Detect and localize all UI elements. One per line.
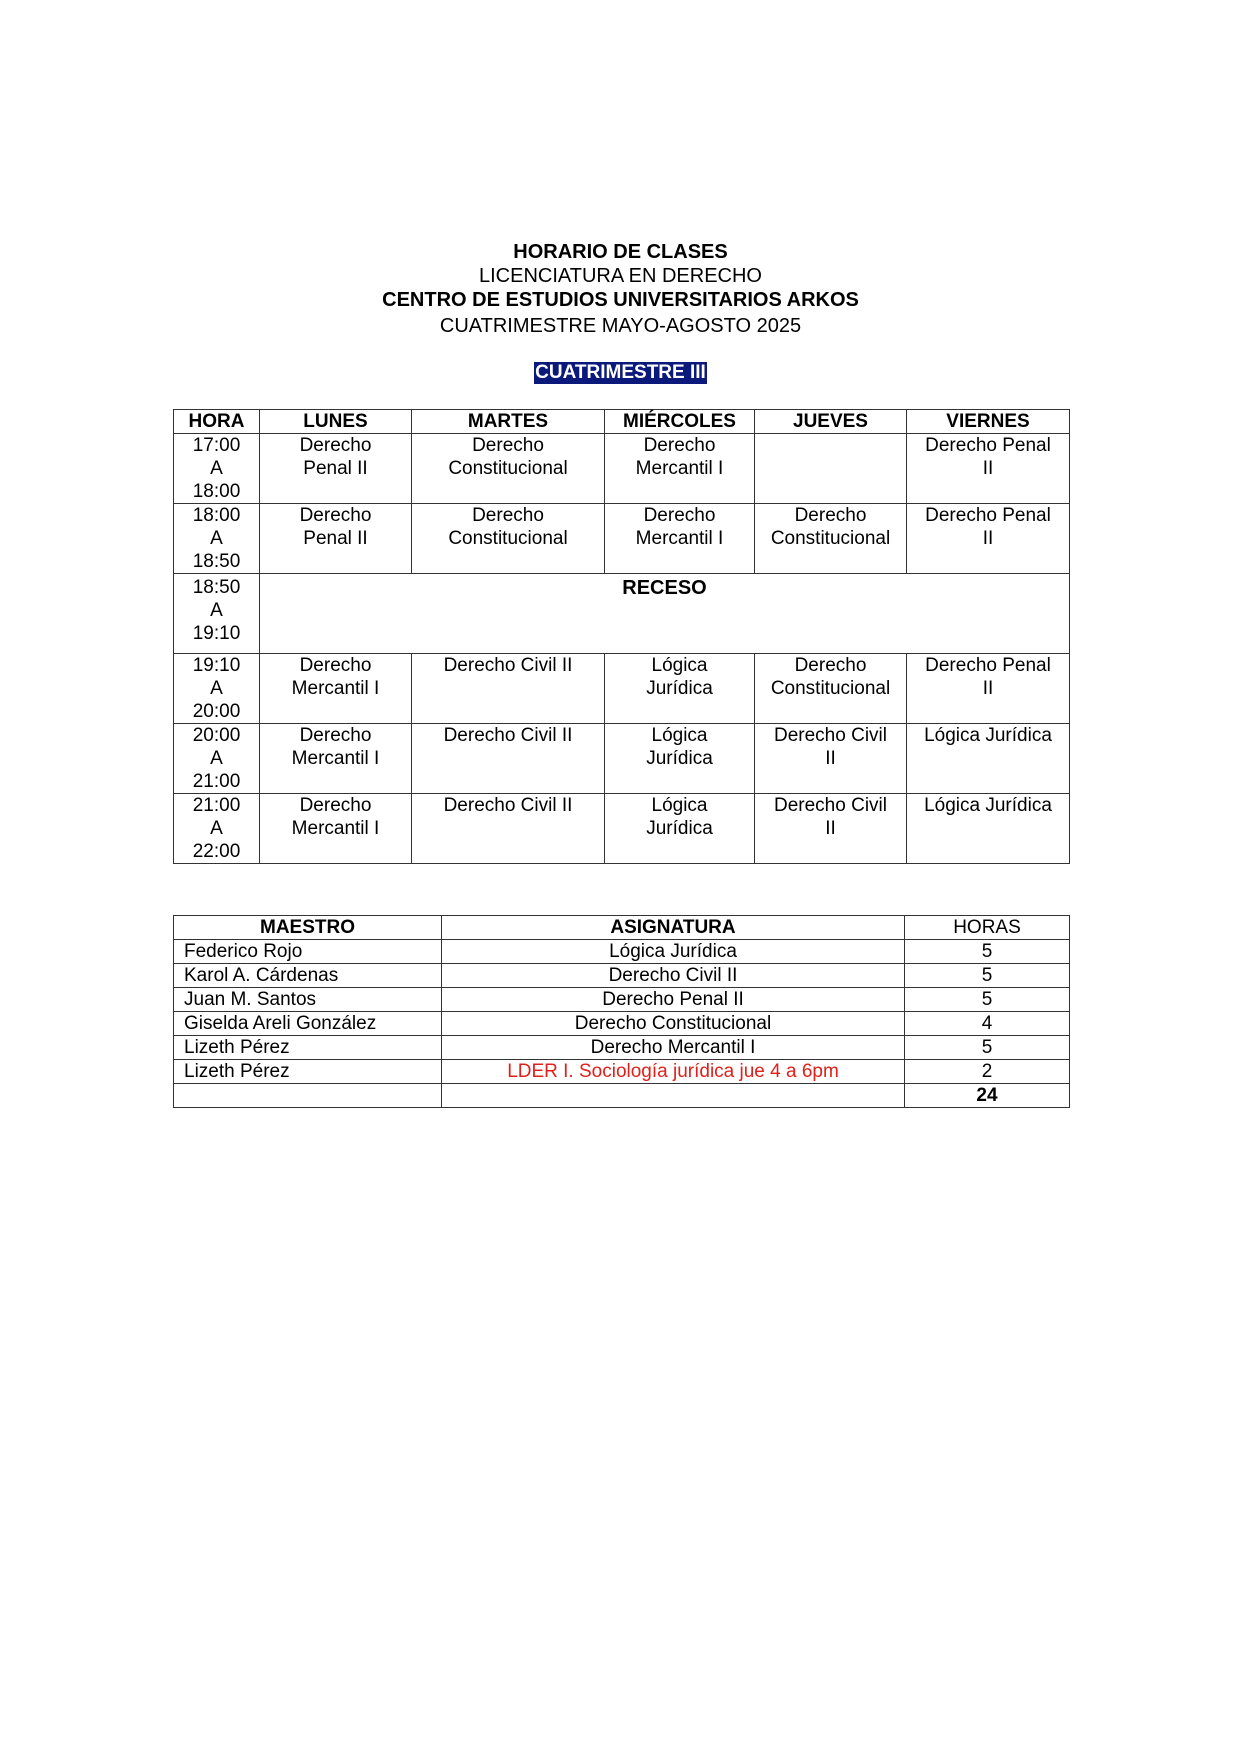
class-line: Derecho Civil II (443, 795, 573, 816)
hora-line: A (210, 678, 223, 699)
class-cell (412, 434, 605, 504)
hora-line: 20:00 (192, 701, 241, 722)
header-hora: HORA (174, 410, 260, 434)
class-line: Derecho (472, 435, 544, 456)
class-cell (755, 434, 907, 504)
class-line: Constitucional (448, 528, 568, 549)
table-row (174, 574, 1070, 654)
maestro-cell: Federico Rojo (174, 940, 442, 964)
class-line: Derecho Penal (925, 655, 1051, 676)
header-asignatura: ASIGNATURA (442, 916, 905, 940)
class-line: Derecho (299, 505, 372, 526)
hora-line: 17:00 (192, 435, 241, 456)
hora-line: 22:00 (192, 841, 241, 862)
class-line: Penal II (303, 528, 368, 549)
class-cell (907, 724, 1070, 794)
maestro-cell: Juan M. Santos (174, 988, 442, 1012)
class-line: Derecho (472, 505, 544, 526)
class-line: Lógica Jurídica (924, 725, 1052, 746)
hora-line: 21:00 (192, 771, 241, 792)
class-line: Mercantil I (635, 528, 724, 549)
class-line: Constitucional (448, 458, 568, 479)
program-name: LICENCIATURA EN DERECHO (478, 265, 762, 287)
hora-cell (174, 574, 260, 654)
hora-cell (174, 724, 260, 794)
horas-cell: 5 (905, 964, 1070, 988)
header-maestro: MAESTRO (174, 916, 442, 940)
header-lunes: LUNES (260, 410, 412, 434)
class-cell (605, 724, 755, 794)
hora-line: 18:00 (192, 505, 241, 526)
horas-cell: 5 (905, 1036, 1070, 1060)
class-cell (260, 434, 412, 504)
class-line: Derecho Penal (925, 505, 1051, 526)
table-row (174, 1036, 1070, 1060)
horas-cell: 2 (905, 1060, 1070, 1084)
class-cell (907, 794, 1070, 864)
class-line: Derecho (643, 435, 716, 456)
header-jueves: JUEVES (755, 410, 907, 434)
document-header (0, 240, 1241, 338)
class-cell (605, 434, 755, 504)
class-line: II (982, 528, 994, 549)
class-line: Derecho Civil II (443, 655, 573, 676)
class-line: Derecho (299, 795, 372, 816)
hora-line: A (210, 458, 223, 479)
class-cell (755, 504, 907, 574)
class-line: Derecho (299, 725, 372, 746)
class-line: II (982, 678, 994, 699)
class-line: Jurídica (646, 678, 713, 699)
hora-cell (174, 654, 260, 724)
hora-line: 20:00 (192, 725, 241, 746)
horas-cell: 5 (905, 988, 1070, 1012)
teachers-table (173, 915, 1070, 1108)
class-cell (605, 794, 755, 864)
class-line: II (982, 458, 994, 479)
schedule-title: HORARIO DE CLASES (513, 241, 728, 263)
horas-cell: 5 (905, 940, 1070, 964)
class-line: Mercantil I (291, 678, 380, 699)
header-martes: MARTES (412, 410, 605, 434)
table-row (174, 940, 1070, 964)
table-row (174, 504, 1070, 574)
class-line: Derecho (299, 655, 372, 676)
class-cell (907, 654, 1070, 724)
total-hours: 24 (905, 1084, 1070, 1108)
table-row (174, 988, 1070, 1012)
class-cell (755, 724, 907, 794)
header-horas: HORAS (905, 916, 1070, 940)
class-line: Lógica Jurídica (924, 795, 1052, 816)
asignatura-cell: Derecho Constitucional (442, 1012, 905, 1036)
table-row (174, 1012, 1070, 1036)
hora-line: A (210, 528, 223, 549)
class-line: Constitucional (770, 528, 891, 549)
hora-line: 19:10 (192, 623, 241, 644)
class-cell (605, 504, 755, 574)
class-cell (755, 654, 907, 724)
asignatura-cell: Derecho Penal II (442, 988, 905, 1012)
total-row (174, 1084, 1070, 1108)
maestro-cell: Karol A. Cárdenas (174, 964, 442, 988)
total-empty-cell (174, 1084, 442, 1108)
class-line: Constitucional (770, 678, 891, 699)
cuatrimestre-label-wrap (0, 362, 1241, 384)
class-cell (412, 654, 605, 724)
table-row (174, 794, 1070, 864)
class-line: Lógica (651, 795, 708, 816)
hora-cell (174, 434, 260, 504)
asignatura-cell: Derecho Civil II (442, 964, 905, 988)
table-row (174, 724, 1070, 794)
class-line: Derecho Civil (774, 795, 887, 816)
class-cell (260, 794, 412, 864)
class-cell (755, 794, 907, 864)
hora-line: 18:00 (192, 481, 241, 502)
class-line: Derecho Civil (774, 725, 887, 746)
hora-cell (174, 504, 260, 574)
header-viernes: VIERNES (907, 410, 1070, 434)
teachers-header-row (174, 916, 1070, 940)
header-miercoles: MIÉRCOLES (605, 410, 755, 434)
maestro-cell: Giselda Areli González (174, 1012, 442, 1036)
total-empty-cell (442, 1084, 905, 1108)
class-line: Derecho Civil II (443, 725, 573, 746)
receso-cell: RECESO (260, 574, 1070, 654)
asignatura-cell: LDER I. Sociología jurídica jue 4 a 6pm (442, 1060, 905, 1084)
schedule-table (173, 409, 1070, 864)
table-row (174, 654, 1070, 724)
table-row (174, 964, 1070, 988)
table-row (174, 1060, 1070, 1084)
class-cell (260, 504, 412, 574)
table-row (174, 434, 1070, 504)
class-line: II (825, 748, 836, 769)
class-line: Lógica (651, 655, 708, 676)
hora-line: A (210, 600, 223, 621)
cuatrimestre-badge: CUATRIMESTRE III (535, 362, 706, 383)
asignatura-cell: Lógica Jurídica (442, 940, 905, 964)
hora-line: 18:50 (192, 551, 241, 572)
class-line: Lógica (651, 725, 708, 746)
class-line: Derecho Penal (925, 435, 1051, 456)
maestro-cell: Lizeth Pérez (174, 1060, 442, 1084)
class-cell (907, 504, 1070, 574)
class-cell (260, 654, 412, 724)
class-line: Mercantil I (291, 818, 380, 839)
class-line: II (825, 818, 836, 839)
horas-cell: 4 (905, 1012, 1070, 1036)
institution-name: CENTRO DE ESTUDIOS UNIVERSITARIOS ARKOS (382, 289, 859, 311)
asignatura-cell: Derecho Mercantil I (442, 1036, 905, 1060)
class-line: Jurídica (646, 748, 713, 769)
class-line: Derecho (643, 505, 716, 526)
hora-cell (174, 794, 260, 864)
hora-line: 18:50 (192, 577, 241, 598)
class-line: Derecho (794, 505, 867, 526)
hora-line: A (210, 748, 223, 769)
class-line: Mercantil I (635, 458, 724, 479)
hora-line: 19:10 (192, 655, 241, 676)
class-line: Penal II (303, 458, 368, 479)
term-name: CUATRIMESTRE MAYO-AGOSTO 2025 (439, 315, 802, 337)
class-cell (412, 724, 605, 794)
schedule-header-row (174, 410, 1070, 434)
class-line: Derecho (794, 655, 867, 676)
class-line: Derecho (299, 435, 372, 456)
maestro-cell: Lizeth Pérez (174, 1036, 442, 1060)
class-cell (907, 434, 1070, 504)
hora-line: 21:00 (192, 795, 241, 816)
class-cell (260, 724, 412, 794)
class-cell (412, 794, 605, 864)
class-cell (605, 654, 755, 724)
class-cell (412, 504, 605, 574)
class-line: Mercantil I (291, 748, 380, 769)
class-line: Jurídica (646, 818, 713, 839)
hora-line: A (210, 818, 223, 839)
